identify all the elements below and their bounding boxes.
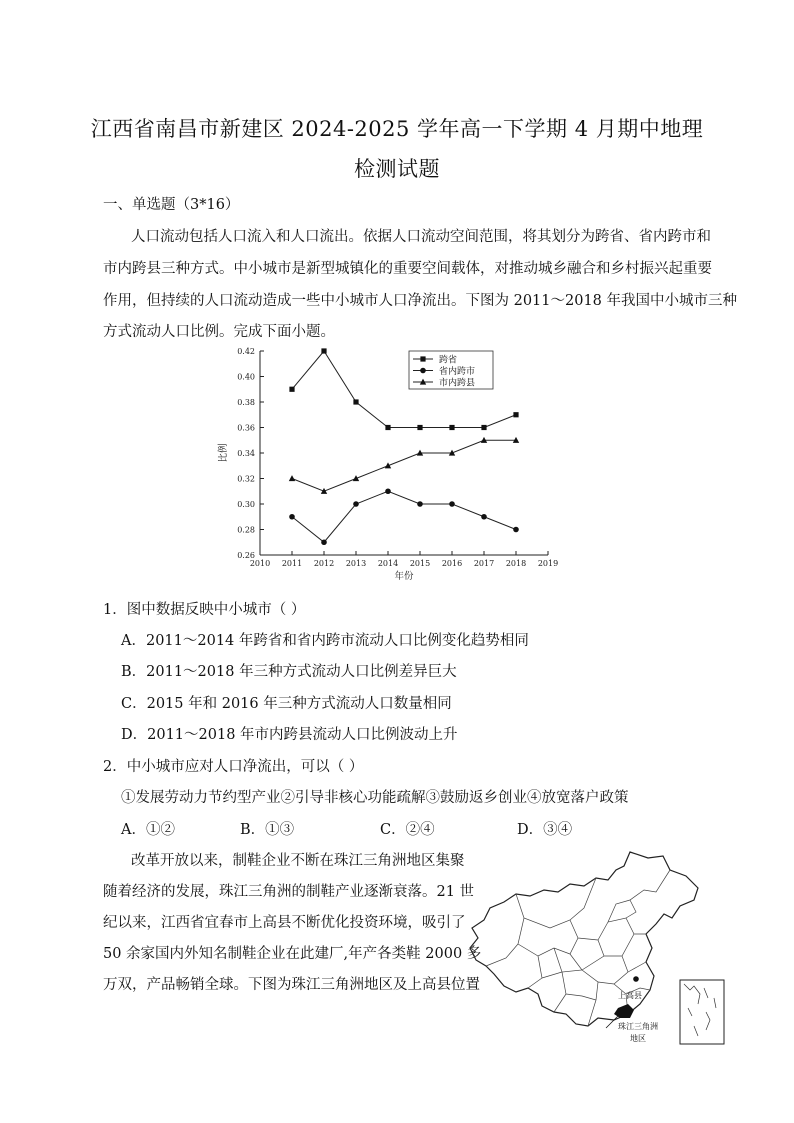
data-point-square xyxy=(481,425,486,430)
question-1-option-a[interactable]: A．2011～2014 年跨省和省内跨市流动人口比例变化趋势相同 xyxy=(121,633,529,649)
legend-marker-circle xyxy=(420,368,426,374)
data-point-circle xyxy=(481,514,487,520)
data-point-square xyxy=(449,425,454,430)
population-flow-chart xyxy=(212,345,562,590)
data-point-square xyxy=(385,425,390,430)
y-tick-label: 0.38 xyxy=(237,398,255,407)
legend-label: 省内跨市 xyxy=(439,367,476,377)
passage2-line-1: 改革开放以来，制鞋企业不断在珠江三角洲地区集聚 xyxy=(131,853,465,869)
legend-marker-square xyxy=(420,356,425,361)
data-point-circle xyxy=(385,488,391,494)
question-1-stem: 1．图中数据反映中小城市（ ） xyxy=(103,602,306,618)
series-line-triangle xyxy=(292,440,516,491)
question-2-choice-a[interactable]: A．①② xyxy=(121,822,175,838)
x-tick-label: 2010 xyxy=(249,559,271,568)
south-china-sea-inset xyxy=(680,980,724,1044)
x-tick-label: 2012 xyxy=(313,559,335,568)
data-point-square xyxy=(321,348,326,353)
chart-legend xyxy=(409,351,493,389)
x-tick-label: 2011 xyxy=(281,559,303,568)
passage2-line-3: 纪以来，江西省宜春市上高县不断优化投资环境，吸引了 xyxy=(103,915,466,931)
passage2-line-2: 随着经济的发展，珠江三角洲的制鞋产业逐渐衰落。21 世 xyxy=(103,884,475,900)
intro-line-2: 市内跨县三种方式。中小城市是新型城镇化的重要空间载体，对推动城乡融合和乡村振兴起重要 xyxy=(103,261,712,277)
map-label-prd-line1: 珠江三角洲 xyxy=(618,1022,658,1031)
question-2-stem: 2．中小城市应对人口净流出，可以（ ） xyxy=(103,759,364,775)
x-tick-label: 2016 xyxy=(441,559,463,568)
province-borders xyxy=(486,870,670,1026)
y-tick-label: 0.34 xyxy=(237,449,255,458)
x-tick-label: 2017 xyxy=(473,559,495,568)
x-tick-label: 2018 xyxy=(505,559,527,568)
intro-line-4: 方式流动人口比例。完成下面小题。 xyxy=(103,324,335,340)
question-1-option-d[interactable]: D．2011～2018 年市内跨县流动人口比例波动上升 xyxy=(121,727,458,743)
question-2-statements: ①发展劳动力节约型产业②引导非核心功能疏解③鼓励返乡创业④放宽落户政策 xyxy=(121,790,629,806)
china-outline xyxy=(470,852,698,1026)
x-tick-label: 2019 xyxy=(537,559,559,568)
passage2-line-4: 50 余家国内外知名制鞋企业在此建厂,年产各类鞋 2000 多 xyxy=(103,946,482,962)
data-point-square xyxy=(353,399,358,404)
china-location-map xyxy=(458,848,728,1048)
data-point-circle xyxy=(321,539,327,545)
y-tick-label: 0.26 xyxy=(237,551,255,560)
exam-title-line1: 江西省南昌市新建区 2024-2025 学年高一下学期 4 月期中地理 xyxy=(90,117,704,141)
prd-pointer-line xyxy=(606,1016,618,1028)
data-point-square xyxy=(289,387,294,392)
data-point-circle xyxy=(513,527,519,533)
data-point-square xyxy=(417,425,422,430)
legend-label: 跨省 xyxy=(439,355,458,366)
data-point-square xyxy=(513,412,518,417)
question-1-option-b[interactable]: B．2011～2018 年三种方式流动人口比例差异巨大 xyxy=(121,664,457,680)
inset-coastline xyxy=(684,984,716,1036)
y-tick-label: 0.40 xyxy=(237,372,255,382)
shanggao-marker xyxy=(633,976,639,982)
map-label-shanggao: 上高县 xyxy=(618,991,642,1000)
question-1-option-c[interactable]: C．2015 年和 2016 年三种方式流动人口数量相同 xyxy=(121,696,452,712)
question-2-choice-c[interactable]: C．②④ xyxy=(380,822,435,838)
intro-line-3: 作用，但持续的人口流动造成一些中小城市人口净流出。下图为 2011～2018 年我国中小城市三种 xyxy=(103,293,738,309)
x-tick-label: 2014 xyxy=(377,559,399,568)
passage2-line-5: 万双，产品畅销全球。下图为珠江三角洲地区及上高县位置 xyxy=(103,977,480,993)
y-tick-label: 0.28 xyxy=(237,525,255,535)
intro-line-1: 人口流动包括人口流入和人口流出。依据人口流动空间范围，将其划分为跨省、省内跨市和 xyxy=(131,229,711,245)
y-tick-label: 0.42 xyxy=(237,347,255,356)
data-point-circle xyxy=(289,514,295,520)
exam-title-line2: 检测试题 xyxy=(354,157,440,181)
map-label-prd-line2: 地区 xyxy=(630,1034,646,1043)
data-point-circle xyxy=(353,501,359,507)
y-axis-label: 比例 xyxy=(218,443,229,463)
question-2-choice-b[interactable]: B．①③ xyxy=(240,822,295,838)
prd-region-fill xyxy=(614,1004,634,1018)
data-point-circle xyxy=(417,501,423,507)
y-tick-label: 0.32 xyxy=(237,474,255,484)
x-axis-label: 年份 xyxy=(394,571,414,582)
y-tick-label: 0.36 xyxy=(237,423,255,433)
x-tick-label: 2015 xyxy=(409,559,431,568)
section-heading: 一、单选题（3*16） xyxy=(103,197,240,213)
data-point-circle xyxy=(449,501,455,507)
x-tick-label: 2013 xyxy=(345,559,367,568)
question-2-choice-d[interactable]: D．③④ xyxy=(517,822,573,838)
y-tick-label: 0.30 xyxy=(237,500,255,509)
legend-label: 市内跨县 xyxy=(439,378,476,389)
data-point-triangle xyxy=(289,475,295,481)
